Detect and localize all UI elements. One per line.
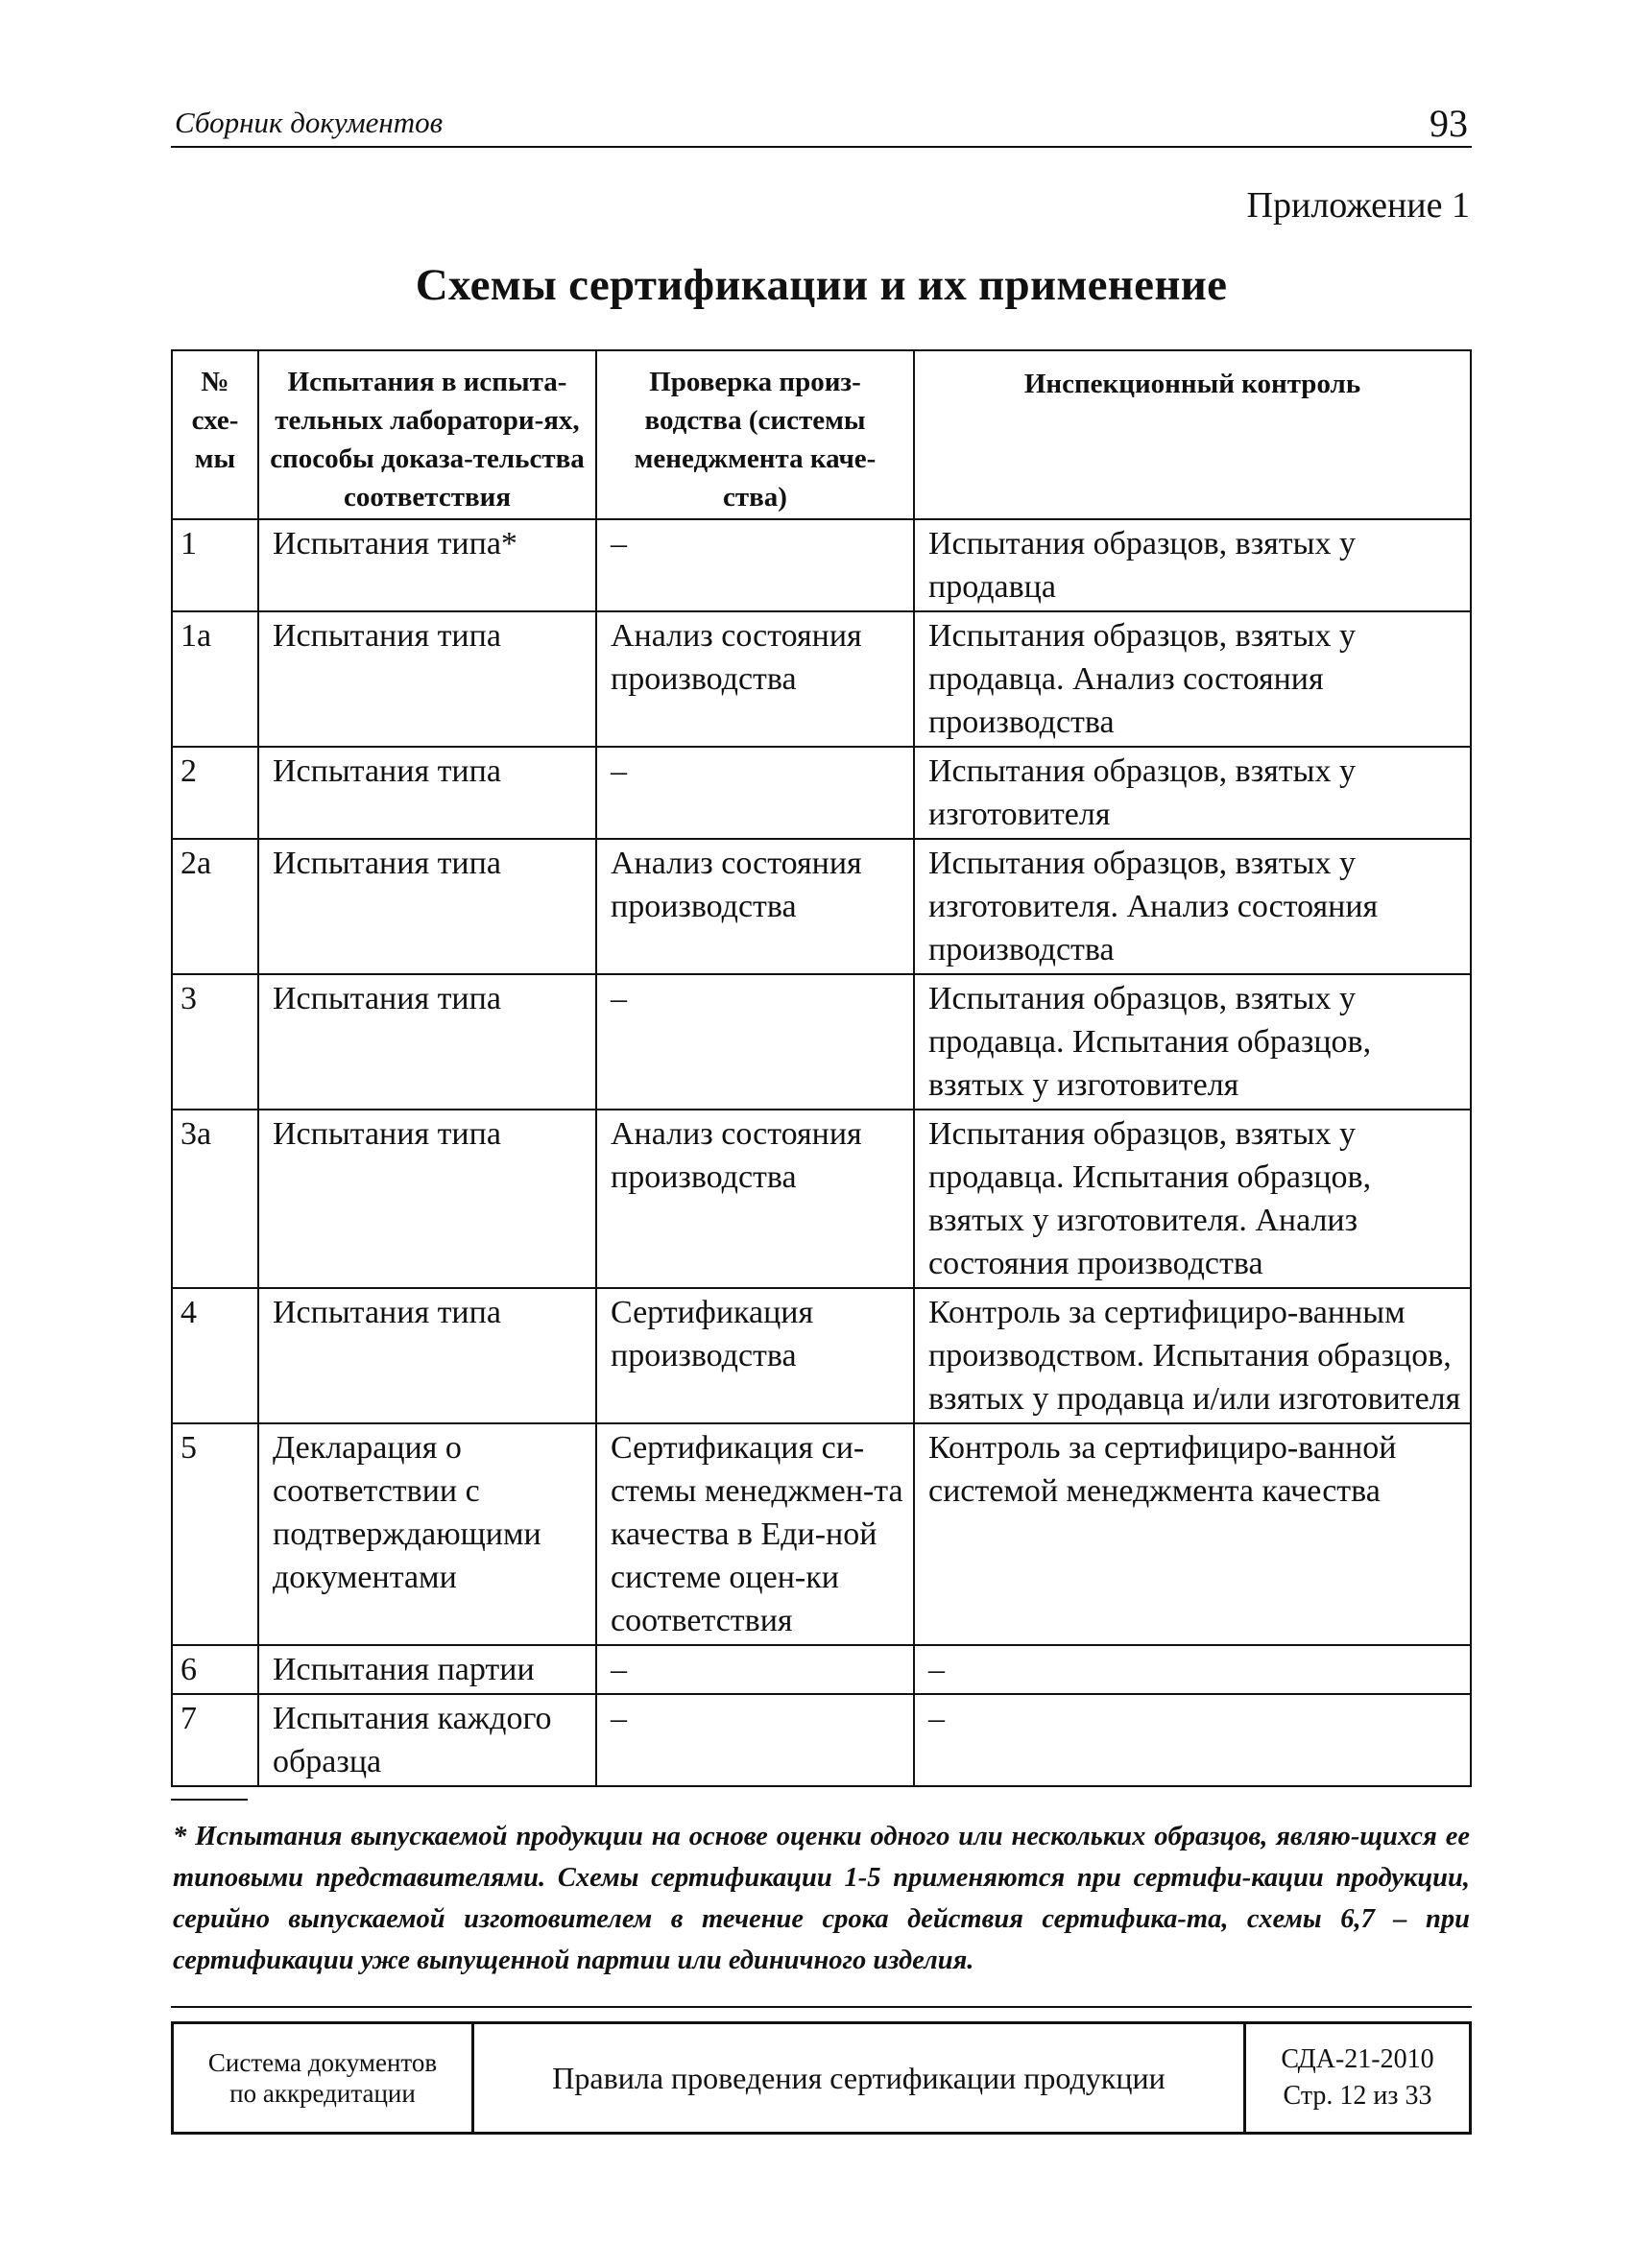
scheme-inspection: Испытания образцов, взятых у продавца. Анализ состояния производства	[914, 611, 1471, 747]
document-footer	[171, 2021, 1472, 2135]
table-row	[172, 519, 1471, 611]
table-row	[172, 1110, 1471, 1288]
scheme-inspection: Испытания образцов, взятых у изготовителя	[914, 747, 1471, 839]
running-title: Сборник документов	[175, 106, 444, 139]
table-header-row	[172, 350, 1471, 519]
scheme-production-check: –	[596, 1645, 914, 1694]
appendix-label: Приложение 1	[1246, 185, 1470, 226]
scheme-production-check: Анализ состояния производства	[596, 1110, 914, 1288]
scheme-tests: Испытания партии	[258, 1645, 596, 1694]
scheme-number: 5	[172, 1423, 258, 1645]
scheme-production-check: –	[596, 1694, 914, 1786]
footer-code: СДА-21-2010	[1281, 2044, 1434, 2074]
scheme-inspection: Контроль за сертифициро-ванной системой менеджмента качества	[914, 1423, 1471, 1645]
column-header-production-check: Проверка произ-водства (системы менеджмента каче-ства)	[596, 350, 914, 519]
running-header	[171, 96, 1472, 148]
document-page	[171, 96, 1472, 2135]
document-title: Схемы сертификации и их применение	[415, 260, 1228, 310]
footer-document-title: Правила проведения сертификации продукции	[473, 2023, 1245, 2134]
scheme-inspection: Контроль за сертифициро-ванным производством. Испытания образцов, взятых у продавца и/или изготовителя	[914, 1288, 1471, 1423]
footer-system-line2: по аккредитации	[229, 2079, 416, 2108]
scheme-production-check: Анализ состояния производства	[596, 839, 914, 974]
scheme-number: 1	[172, 519, 258, 611]
scheme-production-check: –	[596, 974, 914, 1110]
scheme-number: 7	[172, 1694, 258, 1786]
scheme-number: 2а	[172, 839, 258, 974]
footnote	[171, 1816, 1472, 1981]
footnote-text: * Испытания выпускаемой продукции на основе оценки одного или нескольких образцов, являю-щихся ее типовыми представителями. Схемы сертификации 1-5 применяются при сертифи-кации продукции, серийно выпускаемой изготовителем в течение срока действия сертифика-та, схемы 6,7 – при сертификации уже выпущенной партии или единичного изделия.	[173, 1822, 1470, 1975]
footer-system-line1: Система документов	[207, 2048, 438, 2077]
table-row	[172, 1645, 1471, 1694]
table-row	[172, 747, 1471, 839]
column-header-inspection: Инспекционный контроль	[914, 350, 1471, 519]
scheme-production-check: Сертификация производства	[596, 1288, 914, 1423]
scheme-inspection: –	[914, 1694, 1471, 1786]
scheme-tests: Испытания типа	[258, 747, 596, 839]
footer-divider	[171, 2006, 1472, 2008]
scheme-tests: Испытания типа	[258, 1288, 596, 1423]
table-row	[172, 974, 1471, 1110]
footer-system-name	[173, 2023, 473, 2134]
scheme-inspection: Испытания образцов, взятых у продавца. Испытания образцов, взятых у изготовителя. Анализ состояния производства	[914, 1110, 1471, 1288]
scheme-number: 4	[172, 1288, 258, 1423]
scheme-tests: Испытания типа	[258, 611, 596, 747]
column-header-number: № схе-мы	[172, 350, 258, 519]
page-number: 93	[1430, 102, 1468, 145]
scheme-number: 3а	[172, 1110, 258, 1288]
scheme-tests: Декларация о соответствии с подтверждающими документами	[258, 1423, 596, 1645]
scheme-production-check: –	[596, 747, 914, 839]
scheme-number: 2	[172, 747, 258, 839]
certification-schemes-table	[171, 349, 1472, 1787]
scheme-inspection: Испытания образцов, взятых у продавца. Испытания образцов, взятых у изготовителя	[914, 974, 1471, 1110]
column-header-tests: Испытания в испыта-тельных лаборатори-ях, способы доказа-тельства соответствия	[258, 350, 596, 519]
scheme-tests: Испытания типа	[258, 1110, 596, 1288]
scheme-inspection: Испытания образцов, взятых у изготовителя. Анализ состояния производства	[914, 839, 1471, 974]
scheme-tests: Испытания каждого образца	[258, 1694, 596, 1786]
scheme-number: 1а	[172, 611, 258, 747]
table-row	[172, 839, 1471, 974]
table-row	[172, 1288, 1471, 1423]
scheme-production-check: Сертификация си-стемы менеджмен-та качества в Еди-ной системе оцен-ки соответствия	[596, 1423, 914, 1645]
scheme-production-check: Анализ состояния производства	[596, 611, 914, 747]
scheme-number: 6	[172, 1645, 258, 1694]
footnote-divider	[171, 1799, 248, 1801]
scheme-inspection: Испытания образцов, взятых у продавца	[914, 519, 1471, 611]
scheme-tests: Испытания типа	[258, 974, 596, 1110]
table-row	[172, 1423, 1471, 1645]
footer-page-count: Стр. 12 из 33	[1283, 2081, 1432, 2111]
scheme-inspection: –	[914, 1645, 1471, 1694]
scheme-production-check: –	[596, 519, 914, 611]
footer-document-code	[1245, 2023, 1471, 2134]
scheme-tests: Испытания типа*	[258, 519, 596, 611]
scheme-number: 3	[172, 974, 258, 1110]
table-row	[172, 611, 1471, 747]
table-row	[172, 1694, 1471, 1786]
scheme-tests: Испытания типа	[258, 839, 596, 974]
